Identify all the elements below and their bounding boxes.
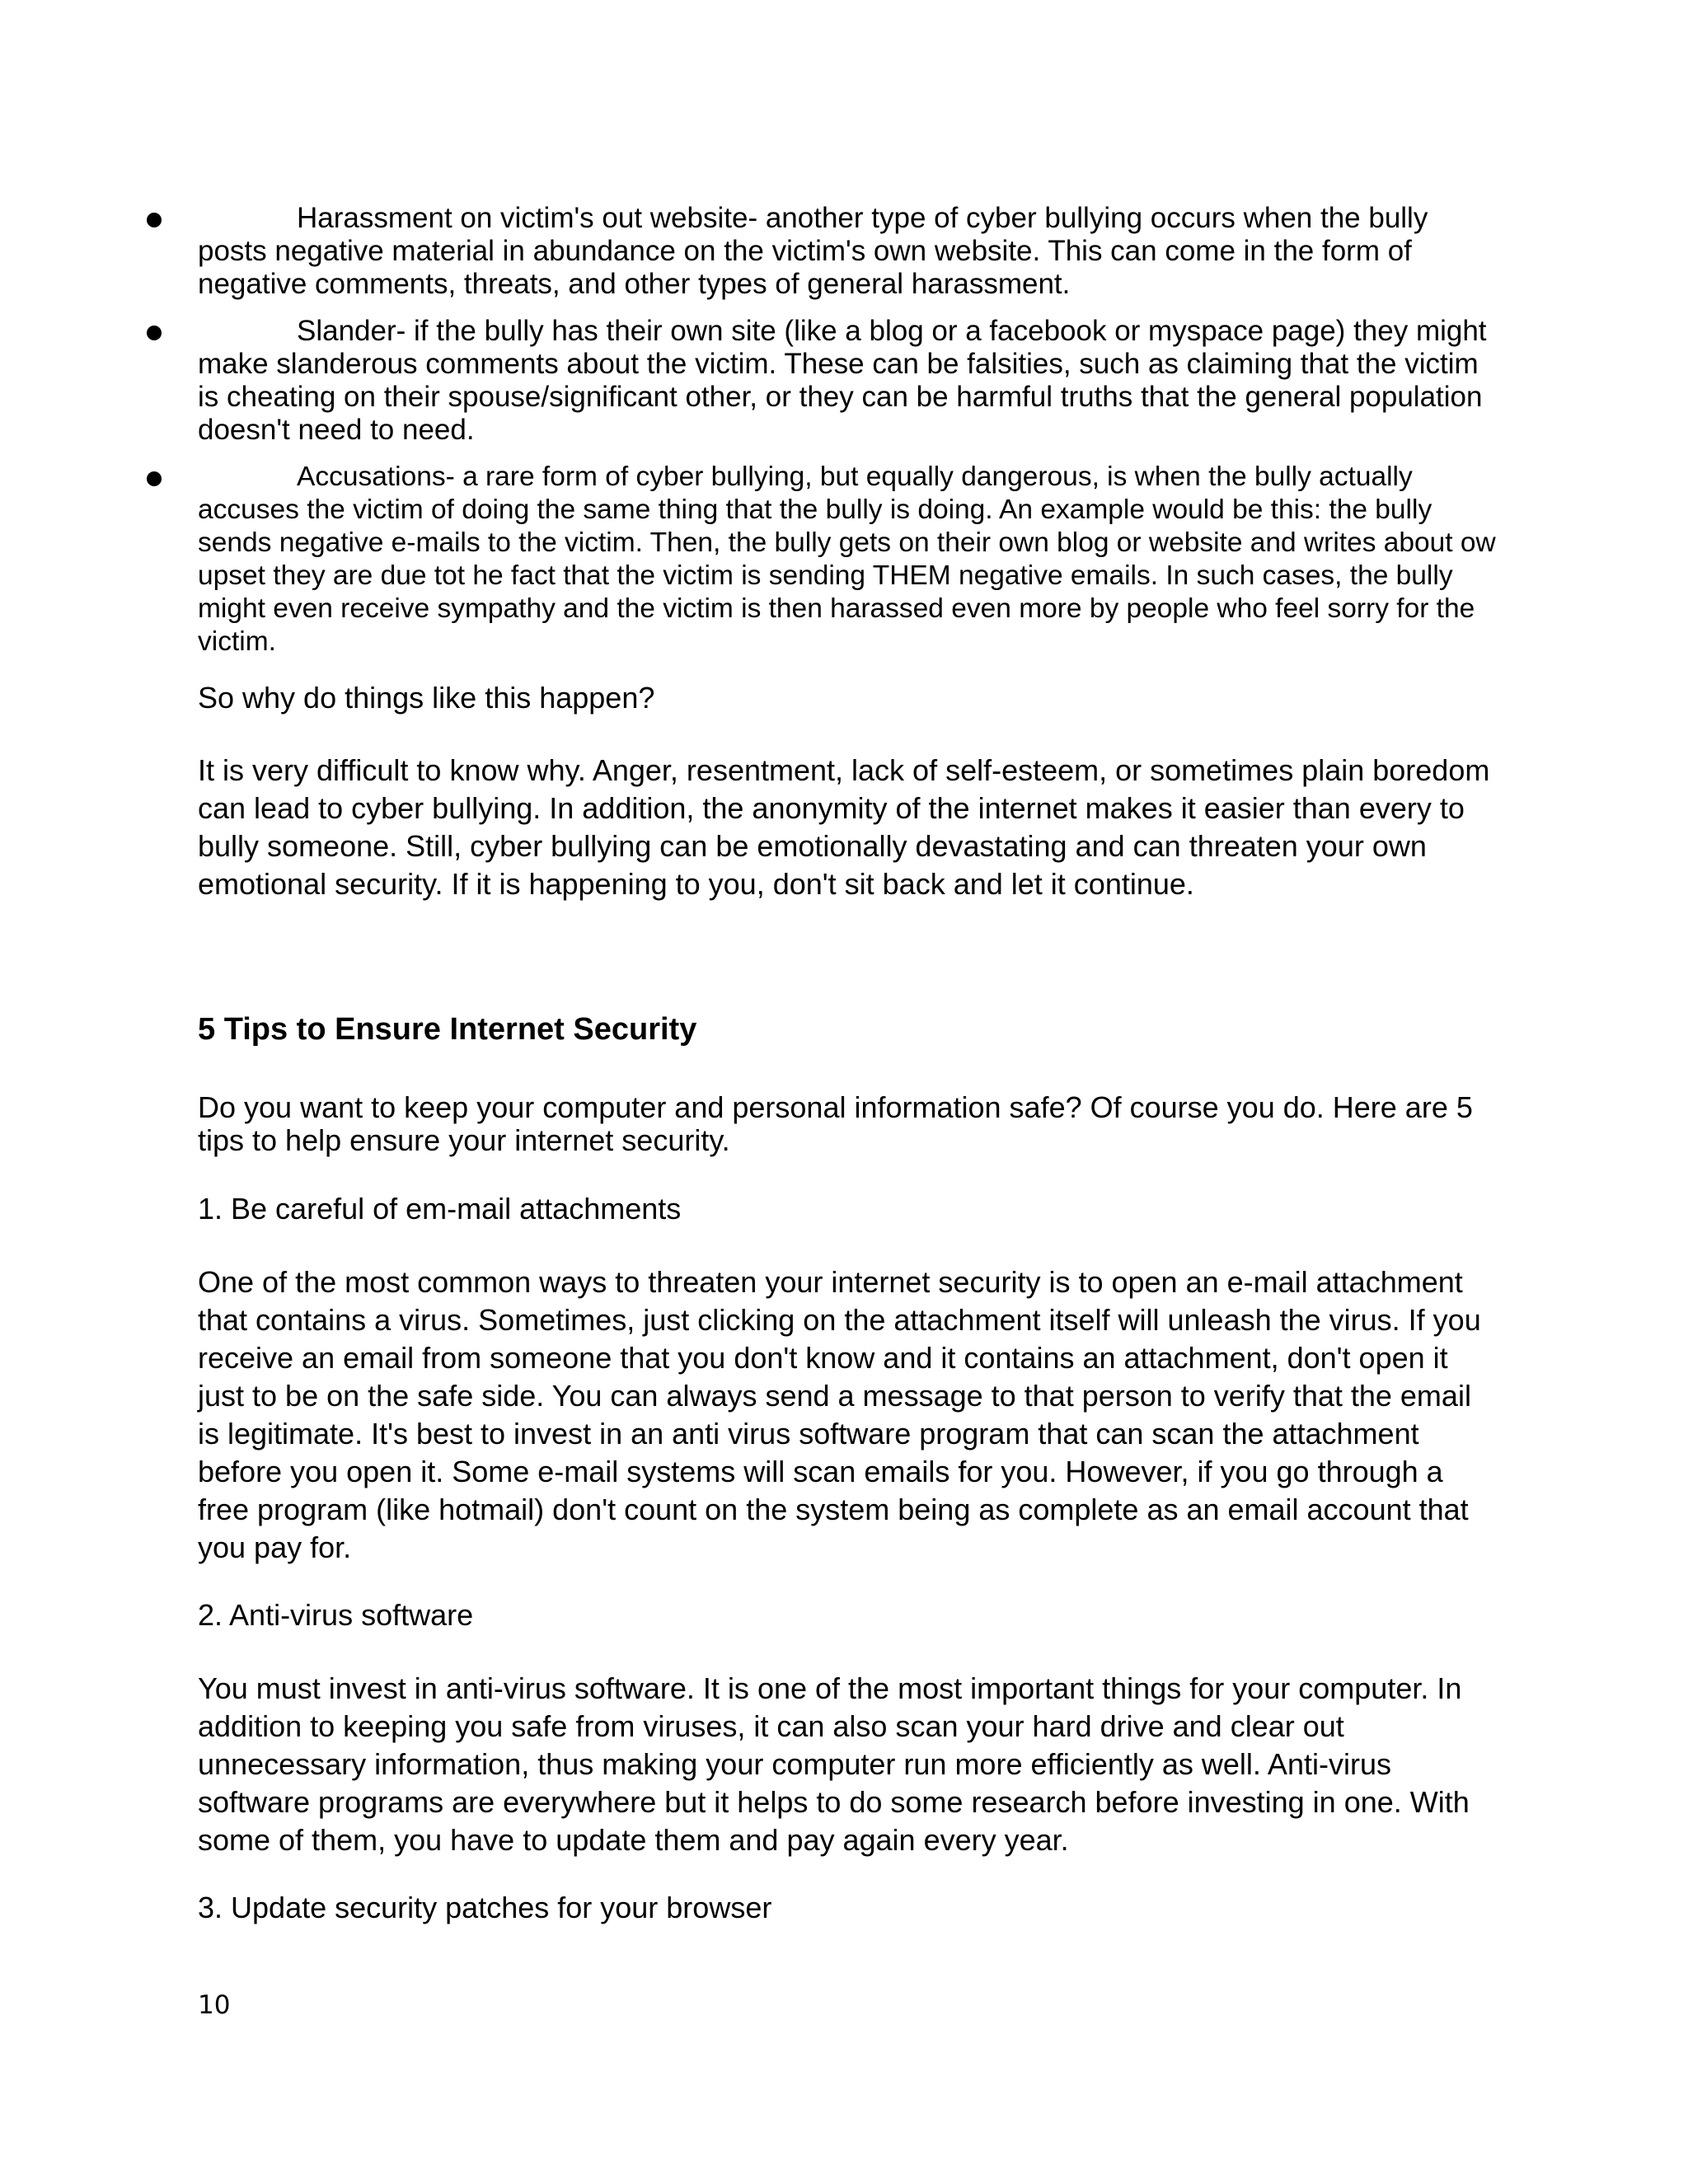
tip-title: 3. Update security patches for your browser [198, 1891, 772, 1924]
bullet-list [198, 202, 1496, 658]
list-item [198, 315, 1496, 447]
bullet-text: Slander- if the bully has their own site (like a blog or a facebook or myspace page) they might make slanderous comments about the victim. These can be falsities, such as claiming that the victim is cheating on their spouse/significant other, or they can be harmful truths that the general population doesn't need to need. [198, 315, 1487, 446]
list-item [198, 202, 1496, 301]
bullet-dot-icon [147, 213, 162, 227]
bullet-text: Harassment on victim's out website- another type of cyber bullying occurs when the bully posts negative material in abundance on the victim's own website. This can come in the form of negative comments, threats, and other types of general harassment. [198, 202, 1428, 300]
bullet-dot-icon [147, 471, 162, 486]
list-item [198, 461, 1496, 658]
section-heading: 5 Tips to Ensure Internet Security [198, 1012, 697, 1047]
page-number: 10 [198, 1990, 231, 2020]
intro-paragraph: Do you want to keep your computer and personal information safe? Of course you do. Here are 5 tips to help ensure your internet security. [198, 1090, 1473, 1157]
bullet-text: Accusations- a rare form of cyber bullying, but equally dangerous, is when the bully actually accuses the victim of doing the same thing that the bully is doing. An example would be this: the bully sends negative e-mails to the victim. Then, the bully gets on their own blog or website and writes about ow upset they are due tot he fact that the victim is sending THEM negative emails. In such cases, the bully might even receive sympathy and the victim is then harassed even more by people who feel sorry for the victim. [198, 462, 1496, 657]
tip-body: One of the most common ways to threaten your internet security is to open an e-mail attachment that contains a virus. Sometimes, just clicking on the attachment itself will unleash the virus. If you receive an email from someone that you don't know and it contains an attachment, don't open it just to be on the safe side. You can always send a message to that person to verify that the email is legitimate. It's best to invest in an anti virus software program that can scan the attachment before you open it. Some e-mail systems will scan emails for you. However, if you go through a free program (like hotmail) don't count on the system being as complete as an email account that you pay for. [198, 1265, 1481, 1564]
question-paragraph: So why do things like this happen? [198, 681, 655, 715]
bullet-dot-icon [147, 326, 162, 340]
explanation-paragraph: It is very difficult to know why. Anger, resentment, lack of self-esteem, or sometimes plain boredom can lead to cyber bullying. In addition, the anonymity of the internet makes it easier than every to bully someone. Still, cyber bullying can be emotionally devastating and can threaten your own emotional security. If it is happening to you, don't sit back and let it continue. [198, 753, 1490, 901]
tip-title: 1. Be careful of em-mail attachments [198, 1192, 682, 1226]
tip-body: You must invest in anti-virus software. It is one of the most important things for your computer. In addition to keeping you safe from viruses, it can also scan your hard drive and clear out unnecessary information, thus making your computer run more efficiently as well. Anti-virus software programs are everywhere but it helps to do some research before investing in one. With some of them, you have to update them and pay again every year. [198, 1671, 1470, 1857]
tip-title: 2. Anti-virus software [198, 1598, 474, 1632]
page-content [198, 202, 1496, 1957]
